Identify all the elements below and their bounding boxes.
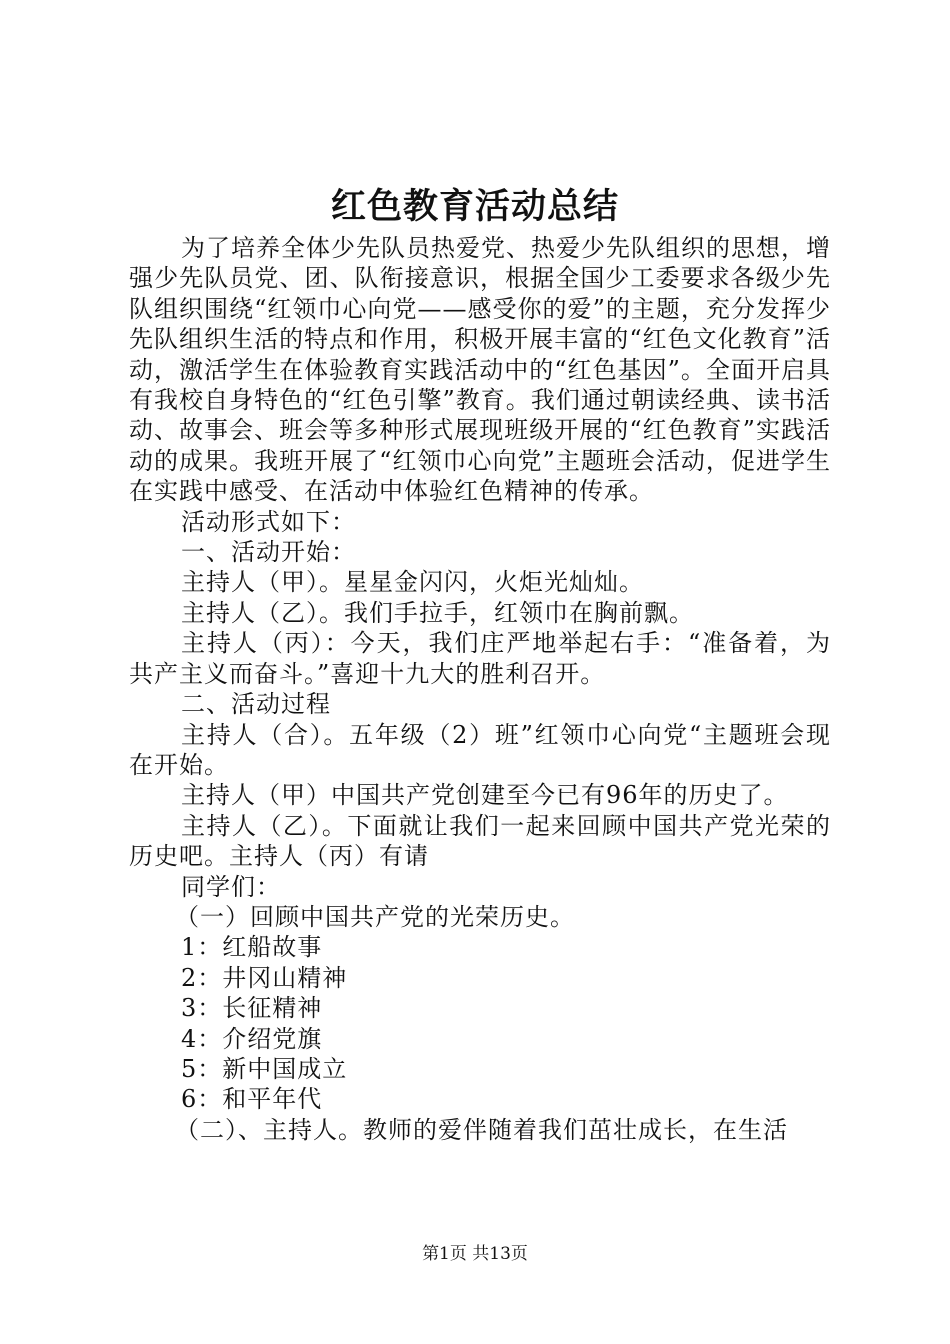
document-body [129, 233, 831, 1145]
document-title: 红色教育活动总结 [330, 186, 619, 227]
subsection-heading-teacher: （二）、主持人。教师的爱伴随着我们茁壮成长，在生活 [175, 1115, 788, 1144]
section-heading-start: 一、活动开始： [181, 538, 356, 567]
section-heading-process: 二、活动过程 [181, 690, 331, 719]
paragraph-host-a-history: 主持人（甲）中国共产党创建至今已有96年的历史了。 [181, 781, 789, 810]
paragraph-host-c: 主持人（丙）：今天，我们庄严地举起右手：“准备着，为共产主义而奋斗。”喜迎十九大的胜利召开。 [129, 629, 831, 688]
paragraph-host-together: 主持人（合）。五年级（2）班”红领巾心向党“主题班会现在开始。 [129, 720, 831, 779]
subsection-heading-history: （一）回顾中国共产党的光荣历史。 [175, 902, 575, 931]
paragraph-host-b: 主持人（乙）。我们手拉手，红领巾在胸前飘。 [181, 598, 694, 627]
list-item: 5：新中国成立 [181, 1054, 348, 1083]
paragraph-classmates: 同学们： [181, 872, 281, 901]
paragraph-host-b-review: 主持人（乙）。下面就让我们一起来回顾中国共产党光荣的历史吧。主持人（丙）有请 [129, 811, 831, 871]
list-item: 2：井冈山精神 [181, 963, 348, 992]
list-item: 6：和平年代 [181, 1085, 323, 1114]
list-item: 3：长征精神 [181, 994, 323, 1023]
list-item: 4：介绍党旗 [181, 1024, 323, 1053]
paragraph-host-a: 主持人（甲）。星星金闪闪，火炬光灿灿。 [181, 568, 644, 597]
paragraph-activity-form: 活动形式如下： [181, 507, 356, 536]
paragraph-intro: 为了培养全体少先队员热爱党、热爱少先队组织的思想，增强少先队员党、团、队衔接意识，根据全国少工委要求各级少先队组织围绕“红领巾心向党——感受你的爱”的主题，充分发挥少先队组织生活的特点和作用，积极开展丰富的“红色文化教育”活动，激活学生在体验教育实践活动中的“红色基因”。全面开启具有我校自身特色的“红色引擎”教育。我们通过朝读经典、读书活动、故事会、班会等多种形式展现班级开展的“红色教育”实践活动的成果。我班开展了“红领巾心向党”主题班会活动，促进学生在实践中感受、在活动中体验红色精神的传承。 [129, 234, 831, 506]
list-item: 1：红船故事 [181, 933, 323, 962]
page-footer: 第1页 共13页 [422, 1244, 528, 1264]
